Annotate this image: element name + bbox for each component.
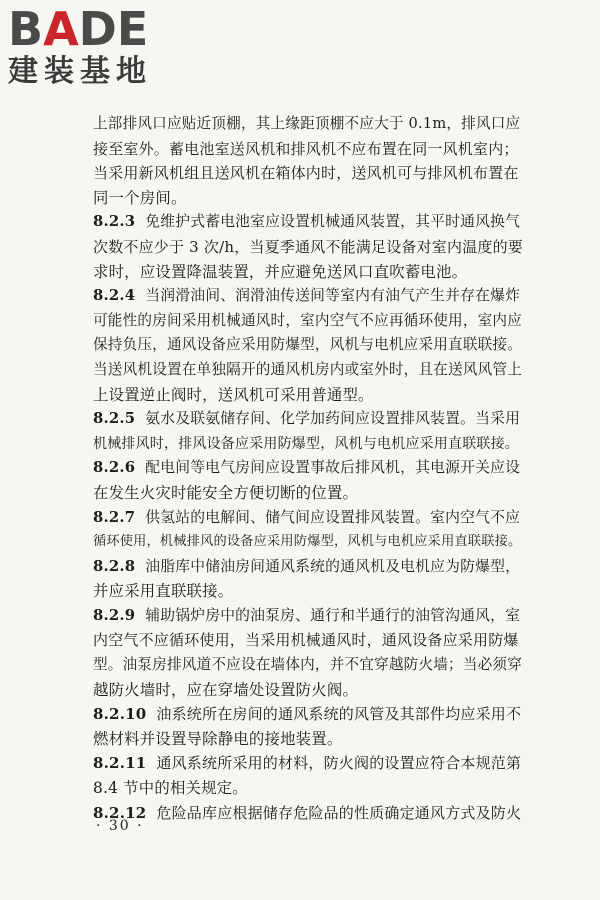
- line-text: 同一个房间。: [93, 188, 187, 207]
- text-line: [93, 727, 523, 752]
- text-line: [93, 161, 523, 186]
- line-text: 循环使用，机械排风的设备应采用防爆型，风机与电机应采用直联联接。: [93, 534, 522, 550]
- clause-line: [93, 284, 523, 309]
- line-text: 8.4 节中的相关规定。: [93, 779, 248, 798]
- text-line: [93, 333, 523, 358]
- line-text: 并应采用直联联接。: [93, 582, 234, 601]
- clause-line: [93, 456, 523, 481]
- text-line: [93, 579, 523, 604]
- line-text: 危险品库应根据储存危险品的性质确定通风方式及防火: [156, 803, 522, 822]
- line-text: 型。油泵房排风道不应设在墙体内，并不宜穿越防火墙；当必须穿: [93, 656, 523, 674]
- line-text: 氨水及联氨储存间、化学加药间应设置排风装置。当采用: [145, 410, 521, 428]
- line-text: 免维护式蓄电池室应设置机械通风装置，其平时通风换气: [145, 213, 521, 231]
- line-text: 当润滑油间、润滑油传送间等室内有油气产生并存在爆炸: [145, 287, 521, 305]
- clause-number: 8.2.10: [93, 705, 147, 724]
- line-text: 辅助锅炉房中的油泵房、通行和半通行的油管沟通风，室: [145, 606, 521, 624]
- document-body: [93, 112, 523, 825]
- logo-subtitle: 建装基地: [8, 54, 152, 89]
- clause-number: 8.2.8: [93, 557, 136, 575]
- clause-line: [93, 702, 523, 727]
- clause-line: [93, 407, 523, 432]
- line-text: 越防火墙时，应在穿墙处设置防火阀。: [93, 680, 359, 699]
- text-line: [93, 678, 523, 703]
- clause-number: 8.2.9: [93, 606, 136, 624]
- clause-line: [93, 506, 523, 531]
- clause-line: [93, 751, 523, 776]
- clause-number: 8.2.12: [93, 803, 147, 822]
- clause-number: 8.2.6: [93, 459, 136, 477]
- text-line: [93, 309, 523, 334]
- line-text: 配电间等电气房间应设置事故后排风机，其电源开关应设: [145, 459, 521, 477]
- text-line: [93, 481, 523, 506]
- line-text: 当采用新风机组且送风机在箱体内时，送风机可与排风机布置在: [93, 164, 519, 183]
- clause-number: 8.2.11: [93, 754, 147, 773]
- line-text: 通风系统所采用的材料，防火阀的设置应符合本规范第: [156, 754, 522, 773]
- clause-line: [93, 801, 523, 826]
- clause-number: 8.2.5: [93, 410, 136, 428]
- text-line: [93, 628, 523, 653]
- line-text: 燃材料并设置导除静电的接地装置。: [93, 729, 343, 748]
- line-text: 可能性的房间采用机械通风时，室内空气不应再循环使用，室内应: [93, 311, 523, 329]
- text-line: [93, 383, 523, 408]
- page-number: · 30 ·: [96, 818, 144, 834]
- clause-number: 8.2.7: [93, 508, 136, 526]
- bade-logo: [8, 2, 178, 98]
- text-line: [93, 432, 523, 457]
- line-text: 在发生火灾时能安全方便切断的位置。: [93, 483, 359, 502]
- text-line: [93, 358, 523, 383]
- text-line: [93, 530, 523, 555]
- line-text: 机械排风时，排风设备应采用防爆型，风机与电机应采用直联联接。: [93, 435, 519, 452]
- clause-number: 8.2.3: [93, 213, 136, 231]
- text-line: [93, 653, 523, 678]
- line-text: 油脂库中储油房间通风系统的通风机及电机应为防爆型，: [145, 557, 521, 575]
- text-line: [93, 112, 523, 137]
- clause-line: [93, 210, 523, 235]
- line-text: 当送风机设置在单独隔开的通风机房内或室外时，且在送风风管上: [93, 360, 523, 378]
- line-text: 求时，应设置降温装置，并应避免送风口直吹蓄电池。: [93, 262, 468, 281]
- text-line: [93, 235, 523, 260]
- line-text: 油系统所在房间的通风系统的风管及其部件均应采用不: [156, 705, 522, 724]
- text-line: [93, 137, 523, 162]
- text-line: [93, 186, 523, 211]
- line-text: 接至室外。蓄电池室送风机和排风机不应布置在同一风机室内；: [93, 139, 519, 158]
- line-text: 内空气不应循环使用，当采用机械通风时，通风设备应采用防爆: [93, 631, 519, 650]
- text-line: [93, 776, 523, 801]
- line-text: 保持负压，通风设备应采用防爆型，风机与电机应采用直联联接。: [93, 336, 523, 354]
- clause-number: 8.2.4: [93, 287, 136, 305]
- line-text: 供氢站的电解间、储气间应设置排风装置。室内空气不应: [145, 508, 521, 526]
- clause-line: [93, 555, 523, 580]
- line-text: 上设置逆止阀时，送风机可采用普通型。: [93, 385, 374, 404]
- line-text: 上部排风口应贴近顶棚，其上缘距顶棚不应大于 0.1m，排风口应: [93, 115, 521, 132]
- line-text: 次数不应少于 3 次/h，当夏季通风不能满足设备对室内温度的要: [93, 237, 523, 256]
- clause-line: [93, 604, 523, 629]
- text-line: [93, 260, 523, 285]
- logo-wordmark: BADE: [8, 2, 149, 56]
